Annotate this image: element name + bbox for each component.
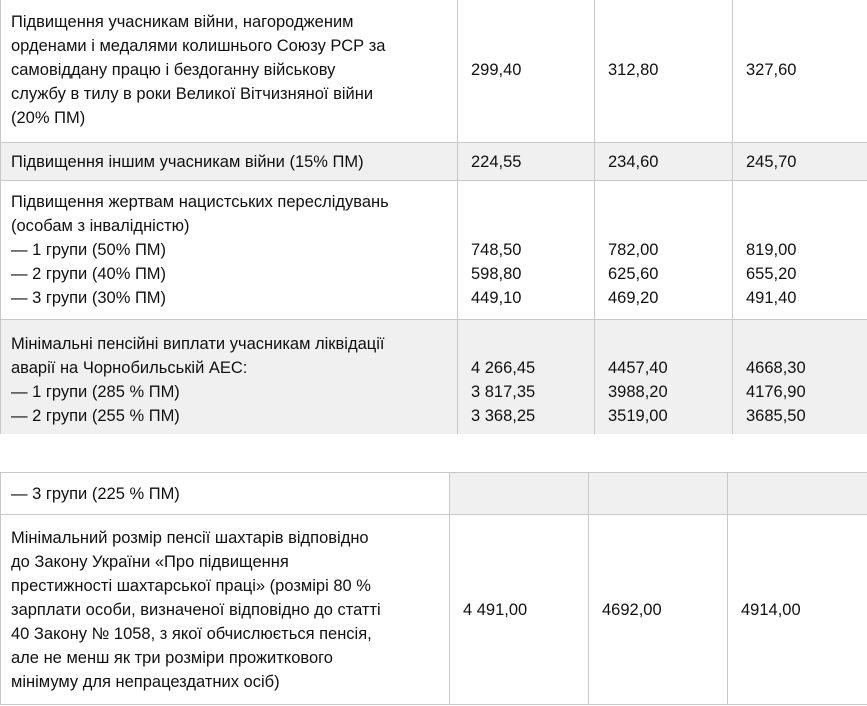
value: 3 817,35	[471, 382, 536, 401]
value-cell	[733, 143, 867, 181]
value-cell	[595, 143, 733, 181]
label-line: — 3 групи (225 % ПМ)	[11, 484, 180, 503]
label-line: — 3 групи (30% ПМ)	[11, 289, 167, 307]
value-cell	[589, 515, 728, 705]
label-line: аварії на Чорнобильській АЕС:	[11, 358, 248, 377]
value-cell	[458, 143, 595, 181]
value: 312,80	[608, 60, 659, 79]
value: 4457,40	[608, 358, 668, 377]
value-cell	[728, 515, 867, 705]
row-label	[1, 181, 458, 320]
value: 4 266,45	[471, 358, 536, 377]
pension-table-bottom	[0, 472, 867, 705]
label-line: Підвищення іншим учасникам війни (15% ПМ)	[11, 152, 364, 171]
label-line: — 2 групи (255 % ПМ)	[11, 406, 180, 425]
label-line: Підвищення жертвам нацистських переслідувань	[11, 193, 389, 211]
row-label	[1, 320, 458, 440]
value: 3988,20	[608, 382, 668, 401]
label-line: службу в тилу в роки Великої Вітчизняної війни	[11, 84, 374, 103]
value: 224,55	[471, 152, 522, 171]
value-cell	[733, 181, 867, 320]
label-line: Мінімальні пенсійні виплати учасникам ліквідації	[11, 334, 385, 353]
value-cell	[450, 515, 589, 705]
value: 245,70	[746, 152, 797, 171]
table-row	[1, 473, 867, 515]
value: 598,80	[471, 265, 522, 283]
value-cell	[595, 0, 733, 143]
label-line: Мінімальний розмір пенсії шахтарів відповідно	[11, 528, 369, 547]
value: 327,60	[746, 60, 797, 79]
row-label	[1, 143, 458, 181]
table-row	[1, 515, 867, 705]
value: 3519,00	[608, 406, 668, 425]
table-row	[1, 320, 867, 440]
value-cell	[728, 473, 867, 515]
value: 819,00	[746, 241, 797, 259]
table-row	[1, 0, 867, 143]
value: 748,50	[471, 241, 522, 259]
value: 491,40	[746, 289, 797, 307]
label-line: — 2 групи (40% ПМ)	[11, 265, 167, 283]
table-row	[1, 143, 867, 181]
label-line: Підвищення учасникам війни, нагородженим	[11, 12, 354, 31]
value: 4914,00	[741, 600, 801, 619]
value: 4692,00	[602, 600, 662, 619]
label-line: зарплати особи, визначеної відповідно до статті	[11, 600, 381, 619]
value-cell	[595, 320, 733, 440]
label-line: до Закону України «Про підвищення	[11, 552, 289, 571]
value-cell	[733, 0, 867, 143]
value-cell	[733, 320, 867, 440]
row-label	[1, 473, 450, 515]
value-cell	[589, 473, 728, 515]
label-line: (особам з інвалідністю)	[11, 217, 190, 235]
label-line: престижності шахтарської праці» (розмірі 80 %	[11, 576, 371, 595]
value: 299,40	[471, 60, 522, 79]
value: 4 491,00	[463, 600, 528, 619]
value-cell	[458, 0, 595, 143]
page-gap	[0, 434, 867, 472]
label-line: самовіддану працю і бездоганну військову	[11, 60, 336, 79]
label-line: але не менш як три розміри прожиткового	[11, 648, 333, 667]
value: 3685,50	[746, 406, 806, 425]
table-row	[1, 181, 867, 320]
label-line: (20% ПМ)	[11, 108, 86, 127]
row-label	[1, 0, 458, 143]
value: 625,60	[608, 265, 659, 283]
value: 449,10	[471, 289, 522, 307]
value-cell	[458, 181, 595, 320]
value-cell	[458, 320, 595, 440]
label-line: 40 Закону № 1058, з якої обчислюється пенсія,	[11, 624, 372, 643]
value: 4668,30	[746, 358, 806, 377]
value: 469,20	[608, 289, 659, 307]
value-cell	[595, 181, 733, 320]
value: 4176,90	[746, 382, 806, 401]
value: 782,00	[608, 241, 659, 259]
value: 234,60	[608, 152, 659, 171]
value-cell	[450, 473, 589, 515]
label-line: — 1 групи (285 % ПМ)	[11, 382, 180, 401]
label-line: — 1 групи (50% ПМ)	[11, 241, 167, 259]
value: 3 368,25	[471, 406, 536, 425]
label-line: орденами і медалями колишнього Союзу РСР за	[11, 36, 386, 55]
row-label	[1, 515, 450, 705]
value: 655,20	[746, 265, 797, 283]
label-line: мінімуму для непрацездатних осіб)	[11, 672, 280, 691]
